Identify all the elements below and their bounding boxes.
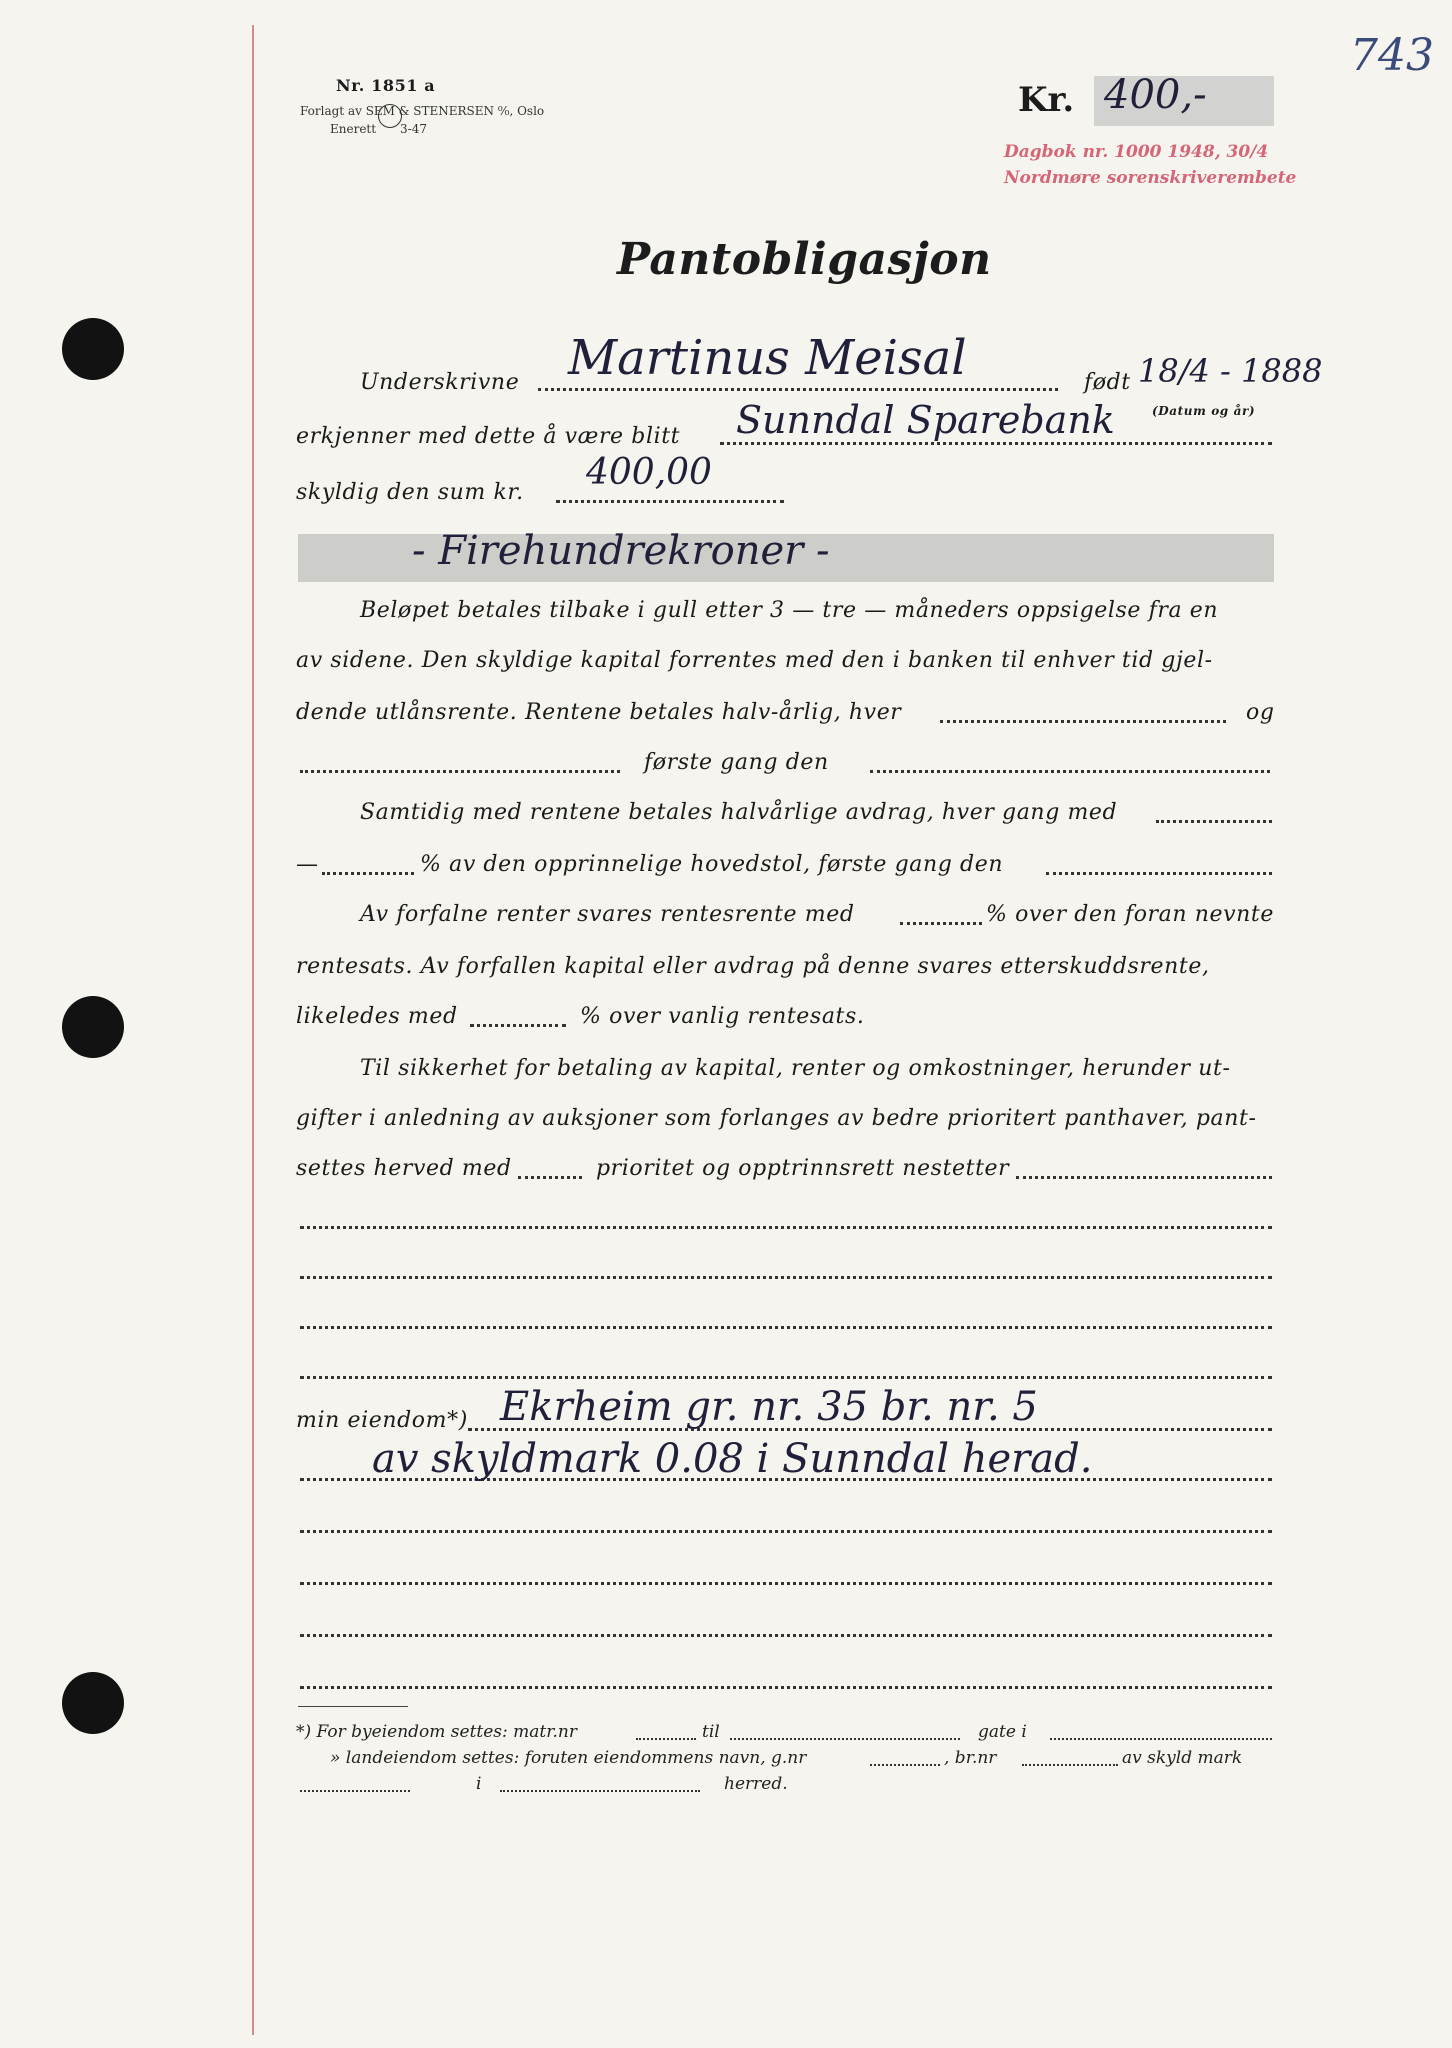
body-line-9: likeledes med	[296, 1004, 458, 1029]
publisher-line: Forlagt av SEM & STENERSEN ⁰⁄₀, Oslo	[300, 104, 545, 118]
erkjenner-label: erkjenner med dette å være blitt	[296, 424, 681, 449]
footnote-line-3-dots-a	[300, 1790, 410, 1792]
body-line-7-end: % over den foran nevnte	[986, 902, 1274, 927]
footnote-line-1-til: til	[702, 1722, 720, 1742]
footnote-line-1-dots-a	[636, 1738, 696, 1740]
form-date: 3-47	[400, 122, 427, 136]
footnote-line-2-brnr: , br.nr	[944, 1748, 997, 1768]
body-line-12-mid: prioritet og opptrinnsrett nestetter	[596, 1156, 1010, 1181]
footnote-line-1: *) For byeiendom settes: matr.nr	[296, 1722, 577, 1742]
punch-hole-bottom	[62, 1672, 124, 1734]
body-line-10: Til sikkerhet for betaling av kapital, renter og omkostninger, herunder ut-	[360, 1056, 1231, 1081]
footnote-line-3-herred: herred.	[724, 1774, 788, 1794]
body-line-3-dots	[940, 720, 1226, 723]
kr-label: Kr.	[1018, 80, 1075, 120]
amount-words: - Firehundrekroner -	[412, 528, 830, 574]
footnote-line-2-dots-b	[1022, 1764, 1118, 1766]
body-line-4-dots-b	[870, 770, 1270, 773]
eiendom-value-1: Ekrheim gr. nr. 35 br. nr. 5	[500, 1384, 1038, 1430]
body-line-3: dende utlånsrente. Rentene betales halv-årlig, hver	[296, 700, 902, 725]
body-line-6-dash: —	[296, 852, 319, 877]
registry-stamp-line1: Dagbok nr. 1000 1948, 30/4	[1004, 142, 1269, 162]
skyldig-label: skyldig den sum kr.	[296, 480, 524, 505]
skyldig-dots	[556, 500, 784, 503]
body-line-9-dots	[470, 1024, 566, 1027]
footnote-line-1-dots-b	[730, 1738, 960, 1740]
footnote-line-2-dots-a	[870, 1764, 940, 1766]
underskrivne-label: Underskrivne	[360, 370, 520, 395]
body-line-12: settes herved med	[296, 1156, 512, 1181]
body-line-12-dots-b	[1016, 1176, 1272, 1179]
document-title: Pantobligasjon	[617, 234, 992, 285]
body-line-1: Beløpet betales tilbake i gull etter 3 — tre — måneders oppsigelse fra en	[360, 598, 1219, 623]
body-line-6: % av den opprinnelige hovedstol, første gang den	[420, 852, 1004, 877]
body-line-12-dots-a	[518, 1176, 582, 1179]
body-line-11: gifter i anledning av auksjoner som forlanges av bedre prioritert panthaver, pant-	[296, 1106, 1257, 1131]
underskrivne-value: Martinus Meisal	[568, 330, 967, 386]
footnote-line-2: » landeiendom settes: foruten eiendommens navn, g.nr	[330, 1748, 807, 1768]
margin-line	[252, 25, 254, 2035]
blank-line-6	[300, 1582, 1272, 1585]
erkjenner-value: Sunndal Sparebank	[736, 398, 1115, 442]
body-line-4: første gang den	[644, 750, 829, 775]
form-number: Nr. 1851 a	[336, 76, 436, 95]
body-line-3-end: og	[1246, 700, 1275, 725]
footnote-line-3-i: i	[476, 1774, 482, 1794]
footnote-rule	[298, 1706, 408, 1707]
fodt-value: 18/4 - 1888	[1138, 352, 1323, 390]
fodt-label: født	[1084, 370, 1131, 395]
blank-line-3	[300, 1326, 1272, 1329]
footnote-line-1-dots-c	[1050, 1738, 1272, 1740]
body-line-6-dots-b	[1046, 872, 1272, 875]
blank-line-8	[300, 1686, 1272, 1689]
erkjenner-dots	[720, 442, 1272, 445]
body-line-5-dots	[1156, 820, 1272, 823]
enerett-label: Enerett	[330, 122, 377, 136]
page-number: 743	[1350, 30, 1434, 81]
datum-label: (Datum og år)	[1152, 404, 1256, 418]
footnote-line-3-dots-b	[500, 1790, 700, 1792]
eiendom-label: min eiendom*)	[296, 1408, 468, 1433]
body-line-7: Av forfalne renter svares rentesrente med	[360, 902, 855, 927]
body-line-8: rentesats. Av forfallen kapital eller avdrag på denne svares etterskuddsrente,	[296, 954, 1210, 979]
blank-line-4	[300, 1376, 1272, 1379]
registry-stamp-line2: Nordmøre sorenskriverembete	[1004, 168, 1297, 188]
body-line-6-dots-a	[322, 872, 414, 875]
body-line-7-dots	[900, 922, 982, 925]
skyldig-value: 400,00	[586, 452, 712, 493]
footnote-line-2-end: av skyld mark	[1122, 1748, 1243, 1768]
footnote-line-1-gate: gate i	[978, 1722, 1027, 1742]
blank-line-1	[300, 1226, 1272, 1229]
underskrivne-dots	[538, 388, 1058, 391]
blank-line-7	[300, 1634, 1272, 1637]
publisher-logo	[378, 104, 402, 128]
amount-handwritten: 400,-	[1104, 72, 1207, 118]
blank-line-5	[300, 1530, 1272, 1533]
punch-hole-middle	[62, 996, 124, 1058]
punch-hole-top	[62, 318, 124, 380]
blank-line-2	[300, 1276, 1272, 1279]
body-line-4-dots-a	[300, 770, 620, 773]
body-line-2: av sidene. Den skyldige kapital forrentes med den i banken til enhver tid gjel-	[296, 648, 1213, 673]
eiendom-value-2: av skyldmark 0.08 i Sunndal herad.	[372, 1436, 1093, 1482]
body-line-5: Samtidig med rentene betales halvårlige avdrag, hver gang med	[360, 800, 1118, 825]
body-line-9-end: % over vanlig rentesats.	[580, 1004, 865, 1029]
